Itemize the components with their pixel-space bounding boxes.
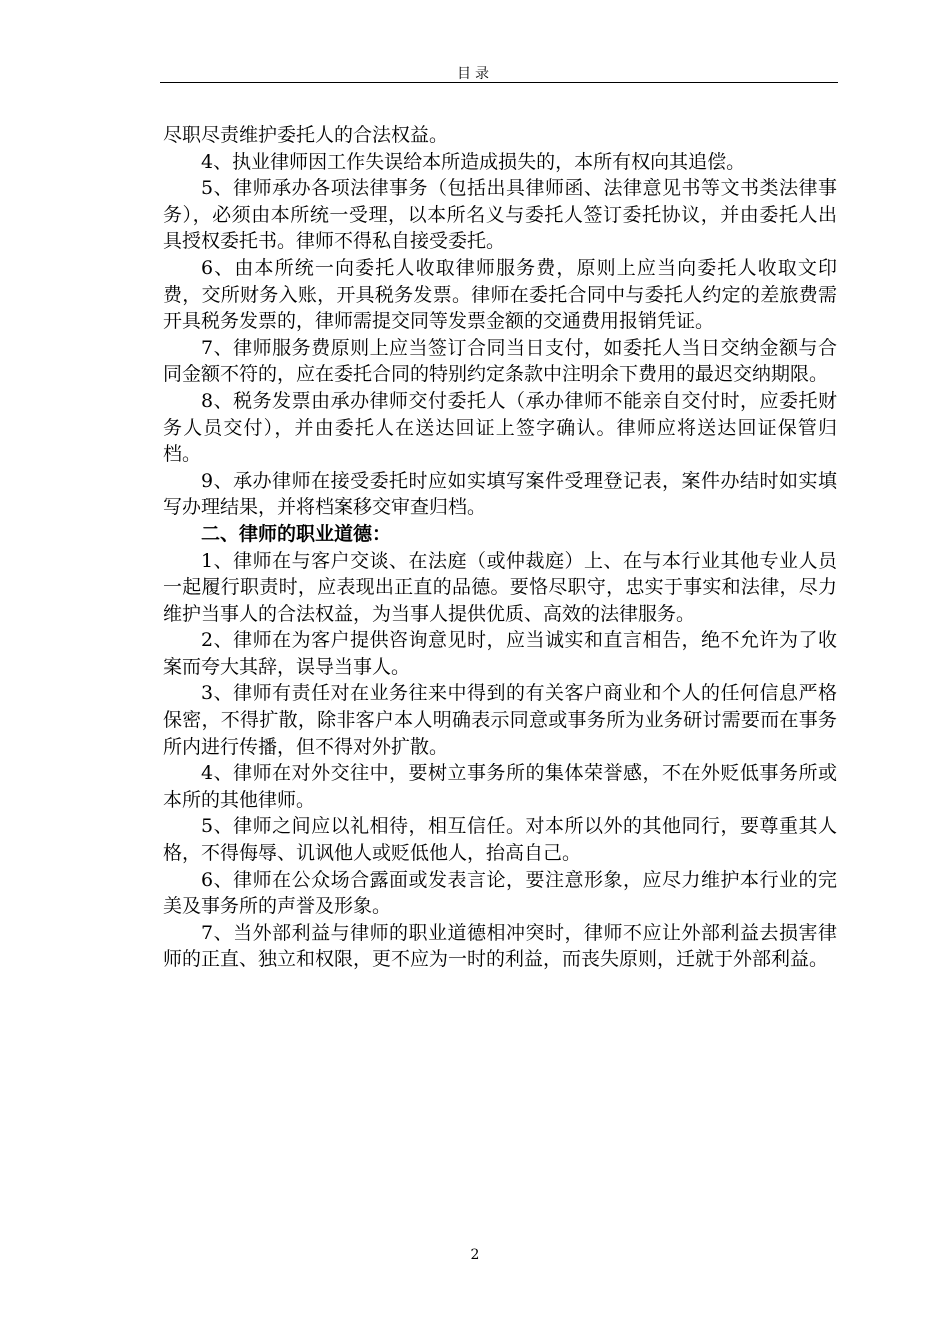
ethics-item-4: 4、律师在对外交往中，要树立事务所的集体荣誉感，不在外贬低事务所或本所的其他律师。 [163,762,837,811]
ethics-item-6: 6、律师在公众场合露面或发表言论，要注意形象，应尽力维护本行业的完美及事务所的声誉及形象。 [163,868,837,918]
paragraph-item-6: 6、由本所统一向委托人收取律师服务费，原则上应当向委托人收取文印费，交所财务入账，开具税务发票。律师在委托合同中与委托人约定的差旅费需开具税务发票的，律师需提交同等发票金额的交通费用报销凭证。 [163,256,837,333]
header-divider [160,82,838,83]
ethics-item-1: 1、律师在与客户交谈、在法庭（或仲裁庭）上、在与本行业其他专业人员一起履行职责时，应表现出正直的品德。要恪尽职守，忠实于事实和法律，尽力维护当事人的合法权益，为当事人提供优质、高效的法律服务。 [163,549,837,625]
paragraph-item-8: 8、税务发票由承办律师交付委托人（承办律师不能亲自交付时，应委托财务人员交付），并由委托人在送达回证上签字确认。律师应将送达回证保管归档。 [163,389,837,466]
section-heading-ethics: 二、律师的职业道德： [201,522,392,545]
running-header-title: 目录 [457,66,493,82]
ethics-item-2: 2、律师在为客户提供咨询意见时，应当诚实和直言相告，绝不允许为了收案而夸大其辞，误导当事人。 [163,629,837,678]
paragraph-item-5: 5、律师承办各项法律事务（包括出具律师函、法律意见书等文书类法律事务），必须由本所统一受理，以本所名义与委托人签订委托协议，并由委托人出具授权委托书。律师不得私自接受委托。 [163,177,837,253]
paragraph-continuation: 尽职尽责维护委托人的合法权益。 [163,124,449,146]
paragraph-item-7: 7、律师服务费原则上应当签订合同当日支付，如委托人当日交纳金额与合同金额不符的，应在委托合同的特别约定条款中注明余下费用的最迟交纳期限。 [163,336,837,386]
paragraph-item-9: 9、承办律师在接受委托时应如实填写案件受理登记表，案件办结时如实填写办理结果，并将档案移交审查归档。 [163,469,837,519]
paragraph-item-4: 4、执业律师因工作失误给本所造成损失的，本所有权向其追偿。 [201,150,746,173]
ethics-item-3: 3、律师有责任对在业务往来中得到的有关客户商业和个人的任何信息严格保密，不得扩散，除非客户本人明确表示同意或事务所为业务研讨需要而在事务所内进行传播，但不得对外扩散。 [163,682,837,758]
ethics-item-7: 7、当外部利益与律师的职业道德相冲突时，律师不应让外部利益去损害律师的正直、独立和权限，更不应为一时的利益，而丧失原则，迁就于外部利益。 [163,921,837,971]
ethics-item-5: 5、律师之间应以礼相待，相互信任。对本所以外的其他同行，要尊重其人格，不得侮辱、讥讽他人或贬低他人，抬高自己。 [163,815,837,865]
document-body [163,122,837,973]
page-number: 2 [470,1247,480,1263]
